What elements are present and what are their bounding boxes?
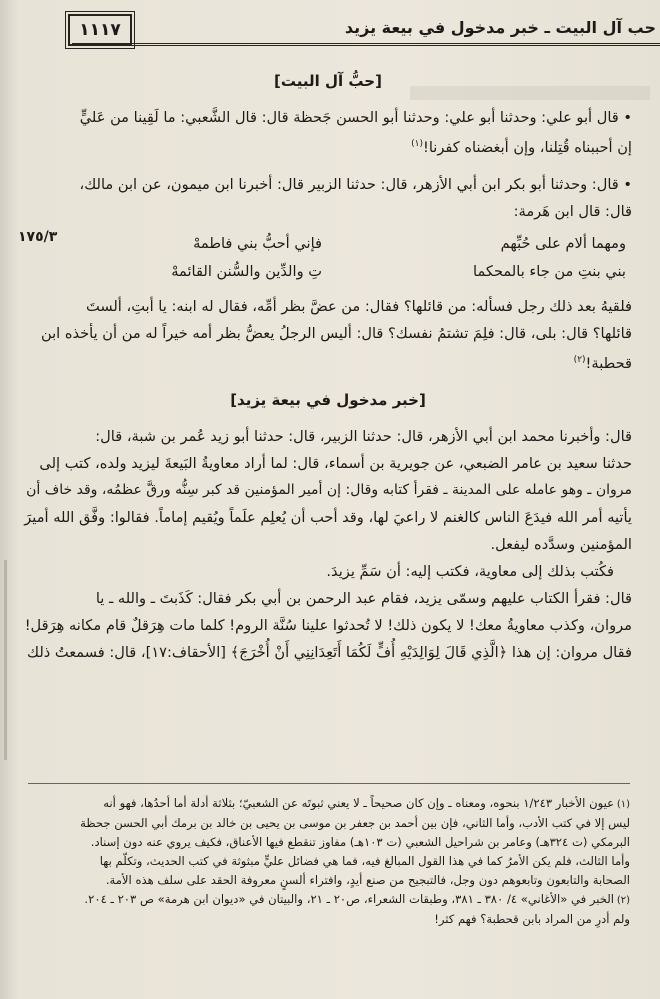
verse-1-second-hemistich: فإني أحبُّ بني فاطمهْ	[193, 234, 322, 252]
footnote-line: الصحابة والتابعون وتابعوهم دون وجل، فالتبجيح من صنع أيدٍ، وافتراء ألسنٍ معروفة الحقد على سلف هذه الأمة.	[105, 873, 630, 887]
paragraph-2	[24, 171, 632, 225]
running-title: حب آل البيت ـ خبر مدخول في بيعة يزيد	[344, 18, 656, 37]
text-line: يأتيه أمر الله فيدَعَ الناس كالغنم لا راعيَ لها، وقد أحب أن يُعلِم علَماً ويُقيم إماماً. فقالوا: وفَّق الله أميرَ	[24, 508, 632, 526]
footnotes	[28, 783, 630, 929]
text-line: فكُتب بذلك إلى معاوية، فكتب إليه: أن سَمِّ يزيدَ.	[326, 562, 614, 580]
text-line: مروان، وكذب معاويةُ معك! لا يكون ذلك! لا تُحدثوا علينا سُنَّة الروم! كلما مات هِرَقلٌ قام مكانه هِرَقل!	[24, 616, 632, 634]
verse-2-second-hemistich: تِ والدِّين والسُّنن القائمهْ	[171, 262, 322, 280]
text-line: قال: فقرأ الكتاب عليهم وسمّى يزيد، فقام عبد الرحمن بن أبي بكر فقال: كَذَبتَ ـ والله ـ يا	[95, 589, 632, 607]
text-line: فلقيهُ بعد ذلك رجل فسأله: من قائلها؟ فقال: من عضَّ بظر أمِّه، فقال له ابنه: يا أبتِ، ألستَ	[86, 297, 632, 315]
text-line: قال: قال ابن هَرمة:	[513, 202, 632, 220]
footnote-number: (٢)	[616, 895, 630, 906]
footnote-line: ليس إلا في كتب الأدب، وأما الثاني، فإن بين أحمد بن جعفر بن موسى بن يحيى بن خالد بن برمك أبي الحسن جحظة	[80, 816, 630, 830]
text-line: فقال مروان: إن هذا ﴿الَّذِي قَالَ لِوَالِدَيْهِ أُفٍّ لَكُمَا أَتَعِدَانِنِي أَنْ أُخْرَجَ﴾ [الأحقاف:١٧]، قال: فسمعتُ ذلك	[27, 643, 632, 661]
footnote-2	[28, 890, 630, 929]
verse-2-first-hemistich: بني بنتِ من جاء بالمحكما	[473, 262, 626, 280]
text-line: إن أحببناه قُتِلنا، وإن أبغضناه كفرنا!	[423, 138, 632, 156]
text-line: قال: وأخبرنا محمد ابن أبي الأزهر، قال: حدثنا الزبير، قال: حدثنا أبو زيد عُمر بن شبة، قال:	[95, 427, 632, 445]
page-number: ١١١٧	[68, 14, 132, 46]
section-title-2: [خبر مدخول في بيعة يزيد]	[230, 390, 426, 409]
footnote-line: وأما الثالث، فلم يكن الأمرُ كما في هذا القول المبالغ فيه، فما هي فضائل عليٍّ مبثوثة في كتب الحديث، وتكلّم بها	[99, 854, 630, 868]
page-header	[72, 6, 660, 46]
footnote-line: ولم أدرِ من المراد بابن قحطبة؟ فهم كثر!	[434, 912, 630, 926]
footnote-1	[28, 794, 630, 890]
paragraph-3	[24, 293, 632, 377]
text-line: حدثنا سعيد بن عامر الضبعي، عن جويرية بن أسماء، قال: لما أراد معاويةُ البَيعةَ ليزيد ولده، كتب إلى	[39, 454, 632, 472]
text-line: • قال: وحدثنا أبو بكر ابن أبي الأزهر، قال: حدثنا الزبير قال: أخبرنا ابن ميمون، عن ابن مالك،	[79, 175, 632, 193]
main-text	[18, 72, 632, 666]
footnote-number: (١)	[616, 799, 630, 810]
text-line: • قال أبو علي: وحدثنا أبو علي: وحدثنا أبو الحسن جَحظة قال: قال الشَّعبي: ما لَقِينا من عَليٍّ	[79, 109, 632, 126]
footnote-line: عيون الأخبار ١/٢٤٣ بنحوه، ومعناه ـ وإن كان صحيحاً ـ لا يعني ثبوتَه عن الشعبيّ؛ بثلاثة أدلة أما أحدُها، فهو أنه	[103, 796, 614, 810]
paragraph-1	[24, 104, 632, 161]
poem	[18, 228, 632, 287]
page-gutter-shadow	[4, 560, 7, 760]
text-line: قحطبة!	[585, 354, 632, 372]
text-line: قائلها؟ قال: بلى، قال: فلِمَ تشتمُ نفسك؟ قال: أليس الرجلُ يعضُّ بظر أمه خيراً له من أن يأخذه ابن	[40, 324, 632, 342]
footnote-ref-2: (٢)	[573, 354, 586, 365]
paragraph-4	[24, 423, 632, 666]
footnote-ref-1: (١)	[411, 139, 423, 149]
footnote-line: البرمكي (ت ٣٢٤هـ) وعامر بن شراحيل الشعبي (ت ١٠٣هـ) مفاوز تنقطع فيها الأعناق، فكيف يروي عنه دون إسناد.	[90, 835, 630, 849]
section-title-1: [حبُّ آل البيت]	[274, 72, 382, 90]
header-rule	[72, 43, 660, 46]
volume-page-reference: ١٧٥/٣	[18, 228, 58, 245]
text-line: مروان ـ وهو عامله على المدينة ـ فقرأ كتابه وقال: إن أمير المؤمنين قد كبر سِنُّه ورقَّ عظمُه، وقد خاف أن	[26, 481, 632, 498]
footnote-line: الخبر في «الأغاني» ٤/ ٣٨٠ ـ ٣٨١، وطبقات الشعراء، ص٢٠ ـ ٢١، والبيتان في «ديوان ابن هرمة» ص ٢٠٣ ـ ٢٠٤.	[84, 892, 614, 906]
text-line: المؤمنين وسدَّده ليفعل.	[490, 535, 632, 553]
verse-1-first-hemistich: ومهما ألام على حُبِّهم	[500, 234, 626, 252]
